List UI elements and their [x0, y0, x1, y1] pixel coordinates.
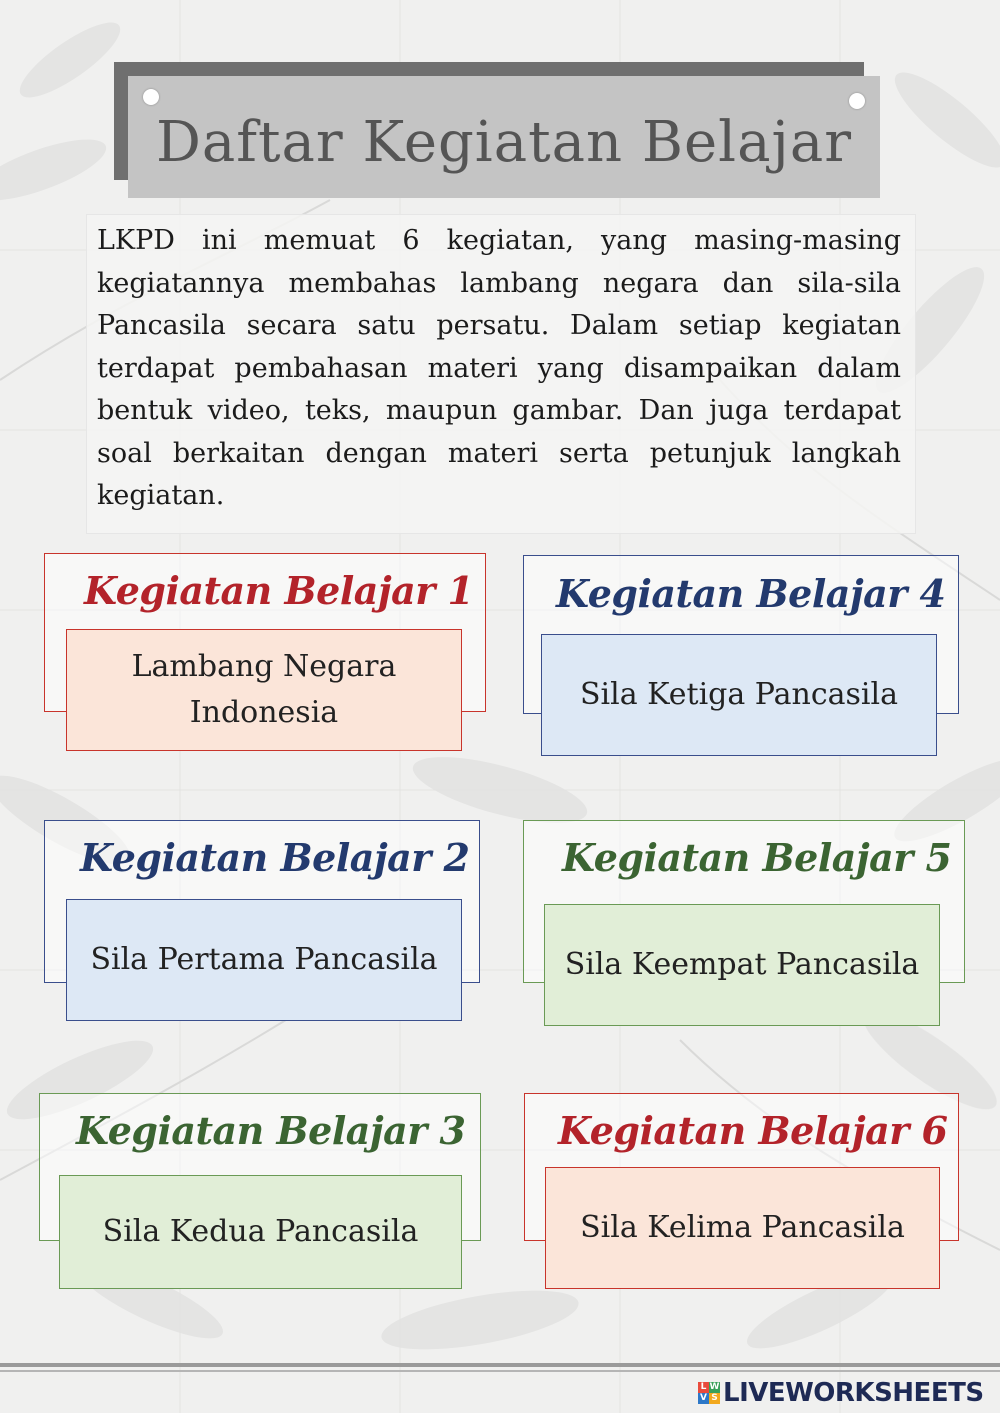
activity-5-topic: Sila Keempat Pancasila: [564, 947, 920, 982]
footer-divider: [0, 1363, 1000, 1367]
activity-6-topic: Sila Kelima Pancasila: [580, 1210, 905, 1245]
footer-divider-thin: [0, 1370, 1000, 1372]
activity-2-topic: Sila Pertama Pancasila: [90, 942, 438, 977]
activity-4-topic-box[interactable]: [541, 634, 937, 756]
activity-3-title: Kegiatan Belajar 3: [76, 1108, 466, 1153]
pin-icon: [143, 89, 159, 105]
activity-5-topic-box[interactable]: [544, 904, 940, 1026]
liveworksheets-logo-icon: L W V S: [698, 1382, 720, 1404]
activity-6-title: Kegiatan Belajar 6: [558, 1108, 948, 1153]
title-banner: [128, 76, 880, 198]
activity-1-topic-line2: Indonesia: [189, 695, 339, 730]
activity-3-topic: Sila Kedua Pancasila: [102, 1214, 419, 1249]
intro-paragraph: LKPD ini memuat 6 kegiatan, yang masing-masing kegiatannya membahas lambang negara dan sila-sila Pancasila secara satu persatu. Dalam setiap kegiatan terdapat pembahasan materi yang disampaikan dalam bentuk video, teks, maupun gambar. Dan juga terdapat soal berkaitan dengan materi serta petunjuk langkah kegiatan.: [97, 225, 901, 511]
activity-1-topic-line1: Lambang Negara: [131, 649, 397, 684]
activity-4-title: Kegiatan Belajar 4: [556, 571, 946, 616]
pin-icon: [849, 93, 865, 109]
liveworksheets-wordmark: LIVEWORKSHEETS: [723, 1378, 984, 1408]
activity-2-title: Kegiatan Belajar 2: [80, 835, 470, 880]
activity-6-topic-box[interactable]: [545, 1167, 940, 1289]
activity-4-topic: Sila Ketiga Pancasila: [579, 677, 898, 712]
activity-1-title: Kegiatan Belajar 1: [84, 568, 474, 613]
activity-1-topic-box[interactable]: [66, 629, 462, 751]
liveworksheets-brand[interactable]: [698, 1378, 984, 1408]
activity-2-topic-box[interactable]: [66, 899, 462, 1021]
page-title: Daftar Kegiatan Belajar: [156, 109, 852, 175]
activity-5-title: Kegiatan Belajar 5: [562, 835, 952, 880]
activity-3-topic-box[interactable]: [59, 1175, 462, 1289]
